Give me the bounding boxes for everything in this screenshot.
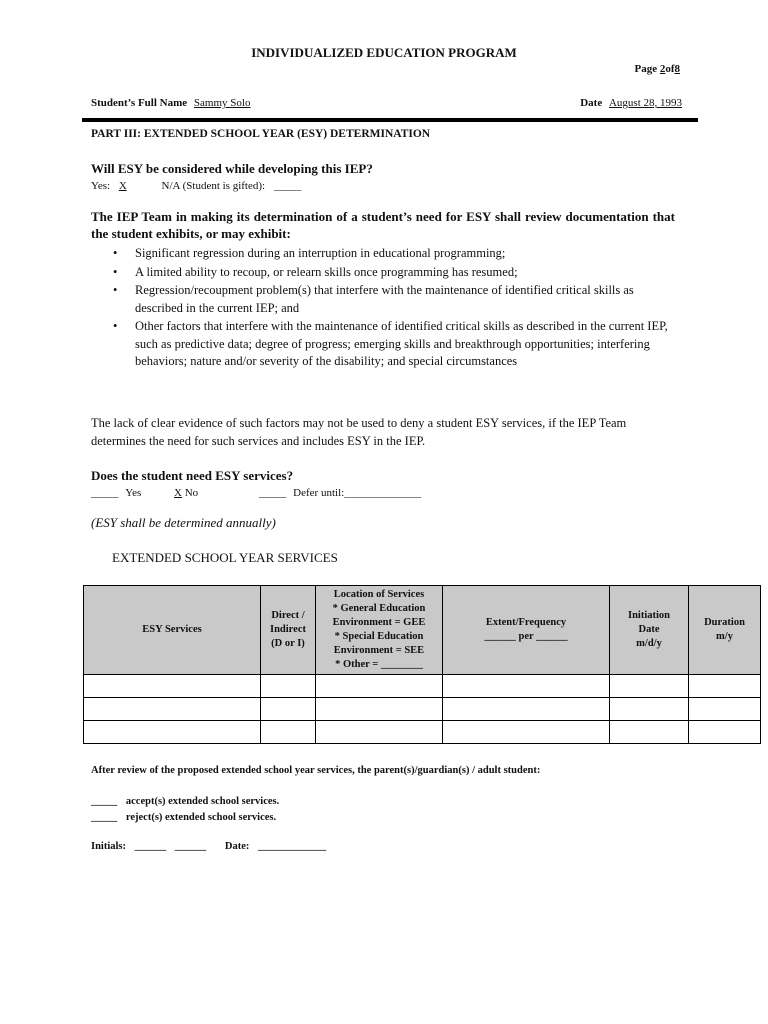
table-cell[interactable] (316, 675, 443, 698)
services-heading: EXTENDED SCHOOL YEAR SERVICES (112, 550, 338, 565)
table-cell[interactable] (689, 698, 761, 721)
table-cell[interactable] (316, 698, 443, 721)
esy-considered-answer (91, 180, 301, 192)
table-cell[interactable] (610, 721, 689, 744)
header-line: * Other = ________ (335, 659, 423, 670)
initials-label: Initials: (91, 841, 127, 852)
yes-label: Yes (125, 487, 142, 499)
col-location (316, 586, 443, 675)
no-mark: X (174, 487, 182, 499)
student-name-row (91, 97, 250, 109)
reject-text: reject(s) extended school services. (125, 812, 277, 823)
bullet-icon: • (113, 283, 118, 297)
header-line: (D or I) (271, 638, 305, 649)
initials-row (91, 841, 326, 852)
list-item-text: Significant regression during an interruption in educational programming; (135, 246, 506, 260)
need-esy-answer (91, 487, 491, 499)
table-cell[interactable] (261, 721, 316, 744)
header-line: Environment = GEE (332, 617, 426, 628)
page-of: of (665, 63, 675, 75)
yes-label: Yes: (91, 180, 111, 192)
table-cell[interactable] (610, 698, 689, 721)
yes-blank: _____ (91, 487, 119, 499)
factor-list (91, 245, 675, 372)
after-review-text: After review of the proposed extended school year services, the parent(s)/guardian(s) / adult student: (91, 765, 541, 776)
header-line: * General Education (332, 603, 426, 614)
col-duration (689, 586, 761, 675)
header-line: m/d/y (636, 638, 662, 649)
table-cell[interactable] (689, 721, 761, 744)
esy-services-table (83, 585, 761, 744)
accept-text: accept(s) extended school services. (125, 796, 280, 807)
list-item-text: Other factors that interfere with the maintenance of identified critical skills as described in the current IEP, such as predictive data; degree of progress; emerging skills and breakthrough opportunities; interfering behaviors; nature and/or severity of the disability; and special circumstances (135, 319, 668, 368)
table-cell[interactable] (443, 675, 610, 698)
table-cell[interactable] (443, 721, 610, 744)
page-label: Page (634, 63, 658, 75)
question-need-esy: Does the student need ESY services? (91, 468, 294, 483)
question-esy-considered: Will ESY be considered while developing this IEP? (91, 161, 373, 176)
table-cell[interactable] (261, 675, 316, 698)
lack-of-evidence-paragraph: The lack of clear evidence of such factors may not be used to deny a student ESY services, if the IEP Team determines the need for such services and includes ESY in the IEP. (91, 416, 627, 448)
header-divider (82, 118, 698, 122)
section-heading: PART III: EXTENDED SCHOOL YEAR (ESY) DETERMINATION (91, 128, 431, 140)
document-title: INDIVIDUALIZED EDUCATION PROGRAM (251, 45, 517, 60)
header-line: Environment = SEE (333, 645, 425, 656)
table-cell[interactable] (610, 675, 689, 698)
initials-date-label: Date: (224, 841, 250, 852)
na-blank: _____ (273, 180, 302, 192)
list-item-text: Regression/recoupment problem(s) that interfere with the maintenance of identified critical skills as described in the current IEP; and (135, 283, 634, 315)
intro-paragraph: The IEP Team in making its determination of a student’s need for ESY shall review documentation that the student exhibits, or may exhibit: (91, 209, 675, 241)
col-initiation-date (610, 586, 689, 675)
page-number (634, 63, 680, 75)
reject-blank[interactable]: _____ (91, 812, 118, 823)
bullet-icon: • (113, 246, 118, 260)
reject-line (91, 812, 276, 823)
date-row (580, 97, 682, 109)
table-cell[interactable] (261, 698, 316, 721)
table-cell[interactable] (443, 698, 610, 721)
table-cell[interactable] (84, 721, 261, 744)
header-line: Initiation (627, 610, 670, 621)
header-line: * Special Education (334, 631, 424, 642)
accept-blank[interactable]: _____ (91, 796, 118, 807)
defer-blank: _____ (258, 487, 287, 499)
header-line: m/y (716, 631, 733, 642)
table-cell[interactable] (84, 675, 261, 698)
accept-line (91, 796, 279, 807)
header-line: Location of Services (333, 589, 425, 600)
header-line: Direct / (271, 610, 305, 621)
col-esy-services: ESY Services (84, 586, 261, 675)
initials-blank-1[interactable]: ______ (134, 841, 167, 852)
header-line: Duration (704, 617, 745, 628)
col-extent-frequency (443, 586, 610, 675)
list-item (113, 264, 675, 282)
page-current: 2 (659, 63, 666, 75)
annual-note: (ESY shall be determined annually) (91, 515, 276, 530)
bullet-icon: • (113, 264, 118, 279)
list-item (113, 318, 675, 371)
table-header-row (84, 586, 761, 675)
defer-line: ______________ (344, 487, 422, 499)
header-line: Date (638, 624, 660, 635)
student-name-label: Student’s Full Name (91, 97, 188, 109)
list-item-text: A limited ability to recoup, or relearn skills once programming has resumed; (135, 264, 518, 279)
initials-date-blank[interactable]: _____________ (258, 841, 327, 852)
na-label: N/A (Student is gifted): (161, 180, 266, 192)
list-item (113, 245, 675, 263)
header-line: Indirect (270, 624, 306, 635)
header-line: Extent/Frequency (485, 617, 567, 628)
no-label: No (184, 487, 199, 499)
yes-mark: X (118, 180, 127, 192)
table-cell[interactable] (689, 675, 761, 698)
table-cell[interactable] (84, 698, 261, 721)
bullet-icon: • (113, 319, 118, 333)
page-total: 8 (674, 63, 680, 75)
date-label: Date (580, 97, 603, 109)
table-row (84, 675, 761, 698)
date-value: August 28, 1993 (608, 97, 682, 109)
defer-label: Defer until: (293, 487, 345, 499)
table-cell[interactable] (316, 721, 443, 744)
initials-blank-2[interactable]: ______ (174, 841, 207, 852)
header-line: ______ per ______ (484, 631, 568, 642)
col-direct-indirect (261, 586, 316, 675)
list-item (113, 282, 675, 317)
student-name-value: Sammy Solo (193, 97, 251, 109)
table-row (84, 721, 761, 744)
table-row (84, 698, 761, 721)
